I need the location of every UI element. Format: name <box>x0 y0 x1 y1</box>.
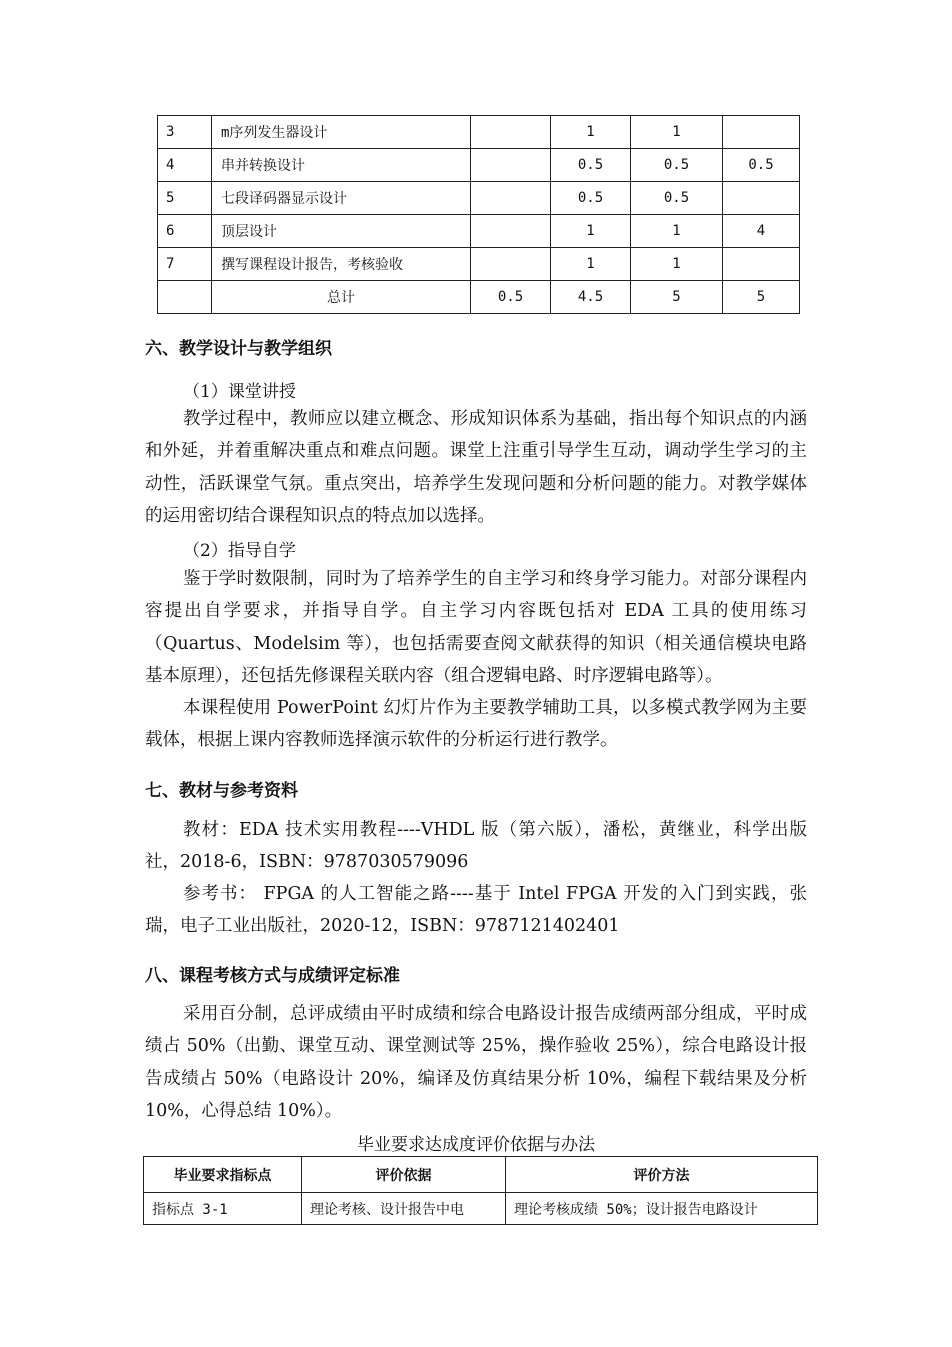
table-row <box>158 182 800 215</box>
table-cell-num: 3 <box>158 116 212 149</box>
table-row <box>158 149 800 182</box>
section-7-para2 <box>145 878 807 943</box>
paragraph: 本课程使用 PowerPoint 幻灯片作为主要教学辅助工具，以多模式教学网为主要载体，根据上课内容教师选择演示软件的分析运行进行教学。 <box>145 698 807 751</box>
table-cell-v1 <box>471 215 551 248</box>
table-cell-v3: 1 <box>631 248 723 281</box>
table-cell-v3: 5 <box>631 281 723 314</box>
column-header: 毕业要求指标点 <box>144 1157 302 1193</box>
paragraph: 教学过程中，教师应以建立概念、形成知识体系为基础，指出每个知识点的内涵和外延，并着重解决重点和难点问题。课堂上注重引导学生互动，调动学生学习的主动性，活跃课堂气氛。重点突出，培养学生发现问题和分析问题的能力。对教学媒体的运用密切结合课程知识点的特点加以选择。 <box>145 409 807 526</box>
section-6-sub1: （1）课堂讲授 <box>183 382 296 402</box>
paragraph: 参考书： FPGA 的人工智能之路----基于 Intel FPGA 开发的入门到实践，张瑞，电子工业出版社，2020-12，ISBN：9787121402401 <box>145 884 807 937</box>
table-cell-v2: 0.5 <box>551 149 631 182</box>
paragraph: 教材：EDA 技术实用教程----VHDL 版（第六版），潘松，黄继业，科学出版社，2018-6，ISBN：9787030579096 <box>145 820 807 873</box>
table-cell-name: 七段译码器显示设计 <box>212 182 471 215</box>
section-6-para3 <box>145 692 807 757</box>
paragraph: 鉴于学时数限制，同时为了培养学生的自主学习和终身学习能力。对部分课程内容提出自学要求，并指导自学。自主学习内容既包括对 EDA 工具的使用练习（Quartus、Modelsim 等），也包括需要查阅文献获得的知识（相关通信模块电路基本原理），还包括先修课程关联内容（组合逻辑电路、时序逻辑电路等）。 <box>145 569 807 686</box>
table-cell-v2: 4.5 <box>551 281 631 314</box>
table-cell-num: 7 <box>158 248 212 281</box>
schedule-table <box>157 115 800 314</box>
section-7-para1 <box>145 814 807 879</box>
table-cell-v4 <box>723 116 800 149</box>
column-header: 评价方法 <box>506 1157 818 1193</box>
paragraph: 采用百分制，总评成绩由平时成绩和综合电路设计报告成绩两部分组成，平时成绩占 50%（出勤、课堂互动、课堂测试等 25%，操作验收 25%），综合电路设计报告成绩占 50%（电路设计 20%，编译及仿真结果分析 10%，编程下载结果及分析 10%，心得总结 10%）。 <box>145 1004 807 1121</box>
table-cell-num: 6 <box>158 215 212 248</box>
table-cell-v1 <box>471 182 551 215</box>
table-row <box>158 215 800 248</box>
table-cell-v1: 0.5 <box>471 281 551 314</box>
table-cell-v2: 1 <box>551 215 631 248</box>
table-cell-v3: 0.5 <box>631 182 723 215</box>
table-cell-v3: 1 <box>631 116 723 149</box>
table-cell-v4 <box>723 248 800 281</box>
column-header: 评价依据 <box>302 1157 506 1193</box>
table-cell-v4: 4 <box>723 215 800 248</box>
table-cell-v4: 0.5 <box>723 149 800 182</box>
table-cell-v3: 1 <box>631 215 723 248</box>
section-6-para1 <box>145 403 807 532</box>
table-cell-v3: 0.5 <box>631 149 723 182</box>
eval-table-caption: 毕业要求达成度评价依据与办法 <box>357 1135 595 1155</box>
table-cell: 指标点 3-1 <box>144 1193 302 1225</box>
section-8-para1 <box>145 998 807 1127</box>
table-cell-name: m序列发生器设计 <box>212 116 471 149</box>
section-7-title: 七、教材与参考资料 <box>145 781 298 801</box>
table-cell-v2: 1 <box>551 116 631 149</box>
table-cell-name: 串并转换设计 <box>212 149 471 182</box>
eval-table <box>143 1156 818 1225</box>
table-cell-v4 <box>723 182 800 215</box>
table-row <box>158 248 800 281</box>
table-cell-num: 4 <box>158 149 212 182</box>
table-cell-v1 <box>471 116 551 149</box>
table-cell: 理论考核成绩 50%；设计报告电路设计 <box>506 1193 818 1225</box>
table-cell-num <box>158 281 212 314</box>
table-cell-name: 总计 <box>212 281 471 314</box>
table-cell-v1 <box>471 248 551 281</box>
table-cell-v4: 5 <box>723 281 800 314</box>
table-cell: 理论考核、设计报告中电 <box>302 1193 506 1225</box>
table-row <box>144 1193 818 1225</box>
table-cell-name: 顶层设计 <box>212 215 471 248</box>
total-row <box>158 281 800 314</box>
table-cell-name: 撰写课程设计报告，考核验收 <box>212 248 471 281</box>
table-cell-v2: 0.5 <box>551 182 631 215</box>
section-6-title: 六、教学设计与教学组织 <box>145 339 332 359</box>
section-6-sub2: （2）指导自学 <box>183 541 296 561</box>
table-cell-v2: 1 <box>551 248 631 281</box>
section-6-para2 <box>145 563 807 692</box>
table-cell-num: 5 <box>158 182 212 215</box>
section-8-title: 八、课程考核方式与成绩评定标准 <box>145 966 400 986</box>
table-cell-v1 <box>471 149 551 182</box>
table-header-row <box>144 1157 818 1193</box>
table-row <box>158 116 800 149</box>
